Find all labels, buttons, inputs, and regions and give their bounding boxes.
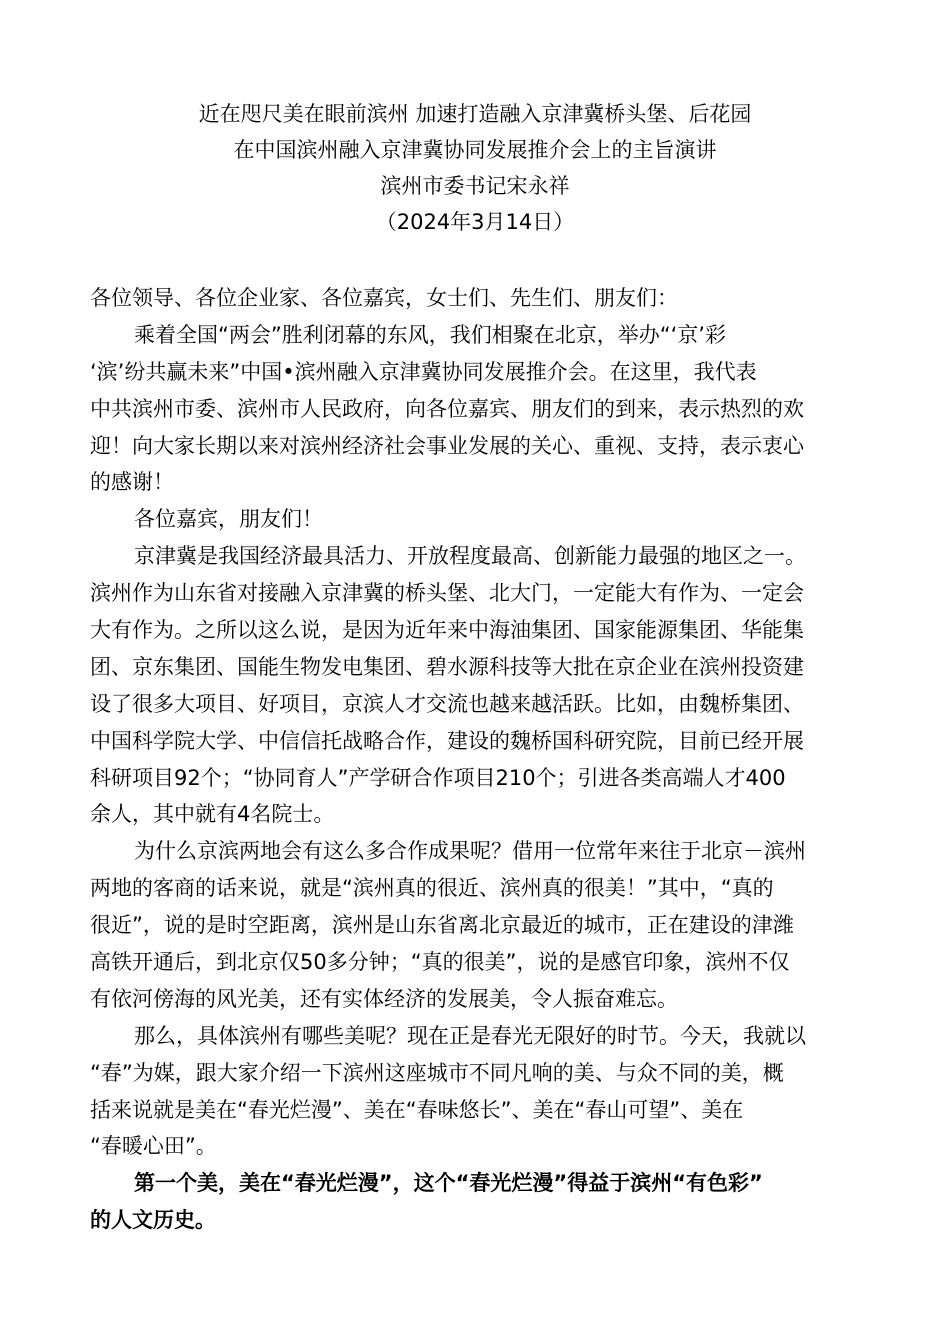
salutation-line: 各位领导、各位企业家、各位嘉宾，女士们、先生们、朋友们：: [90, 286, 678, 310]
speaker-line: 滨州市委书记宋永祥: [380, 174, 570, 198]
paragraph-line: 括来说就是美在“春光烂漫”、美在“春味悠长”、美在“春山可望”、美在: [90, 1097, 744, 1122]
section-heading-line: 第一个美，美在“春光烂漫”，这个“春光烂漫”得益于滨州“有色彩”: [134, 1171, 763, 1196]
paragraph-line: 京津冀是我国经济最具活力、开放程度最高、创新能力最强的地区之一。: [134, 544, 806, 569]
speech-body: [90, 280, 862, 1239]
paragraph-line: 高铁开通后，到北京仅50多分钟；“真的很美”，说的是感官印象，滨州不仅: [90, 950, 790, 975]
paragraph-line: “春”为媒，跟大家介绍一下滨州这座城市不同凡响的美、与众不同的美，概: [90, 1060, 784, 1085]
paragraph-line: 大有作为。之所以这么说，是因为近年来中海油集团、国家能源集团、华能集: [90, 618, 804, 643]
paragraph-line: 很近”，说的是时空距离，滨州是山东省离北京最近的城市，正在建设的津潍: [90, 913, 794, 938]
paragraph-line: 滨州作为山东省对接融入京津冀的桥头堡、北大门，一定能大有作为、一定会: [90, 581, 804, 606]
paragraph-line: 两地的客商的话来说，就是“滨州真的很近、滨州真的很美！”其中，“真的: [90, 876, 774, 901]
section-heading-line: 的人文历史。: [90, 1208, 216, 1233]
paragraph-line: ‘滨’纷共赢未来”中国•滨州融入京津冀协同发展推介会。在这里，我代表: [90, 359, 757, 384]
paragraph-line: 乘着全国“两会”胜利闭幕的东风，我们相聚在北京，举办“‘京’彩: [134, 322, 726, 347]
document-subtitle: 在中国滨州融入京津冀协同发展推介会上的主旨演讲: [233, 138, 717, 162]
document-header: [0, 96, 950, 240]
paragraph-line: “春暖心田”。: [90, 1134, 217, 1159]
paragraph-line: 团、京东集团、国能生物发电集团、碧水源科技等大批在京企业在滨州投资建: [90, 654, 804, 679]
paragraph-line: 为什么京滨两地会有这么多合作成果呢？借用一位常年来往于北京－滨州: [134, 839, 806, 864]
paragraph-line: 科研项目92个；“协同育人”产学研合作项目210个；引进各类高端人才400: [90, 765, 786, 790]
paragraph-line: 设了很多大项目、好项目，京滨人才交流也越来越活跃。比如，由魏桥集团、: [90, 691, 804, 716]
paragraph-line: 各位嘉宾，朋友们！: [134, 507, 323, 532]
paragraph-line: 中共滨州市委、滨州市人民政府，向各位嘉宾、朋友们的到来，表示热烈的欢: [90, 396, 804, 421]
paragraph-line: 那么，具体滨州有哪些美呢？现在正是春光无限好的时节。今天，我就以: [134, 1023, 806, 1048]
paragraph-line: 余人，其中就有4名院士。: [90, 802, 335, 827]
document-title: 近在咫尺美在眼前滨州 加速打造融入京津冀桥头堡、后花园: [198, 102, 752, 126]
speech-date: （2024年3月14日）: [375, 210, 575, 234]
paragraph-line: 中国科学院大学、中信信托战略合作，建设的魏桥国科研究院，目前已经开展: [90, 728, 804, 753]
paragraph-line: 的感谢！: [90, 470, 174, 495]
paragraph-line: 迎！向大家长期以来对滨州经济社会事业发展的关心、重视、支持，表示衷心: [90, 433, 804, 458]
paragraph-line: 有依河傍海的风光美，还有实体经济的发展美，令人振奋难忘。: [90, 986, 678, 1011]
